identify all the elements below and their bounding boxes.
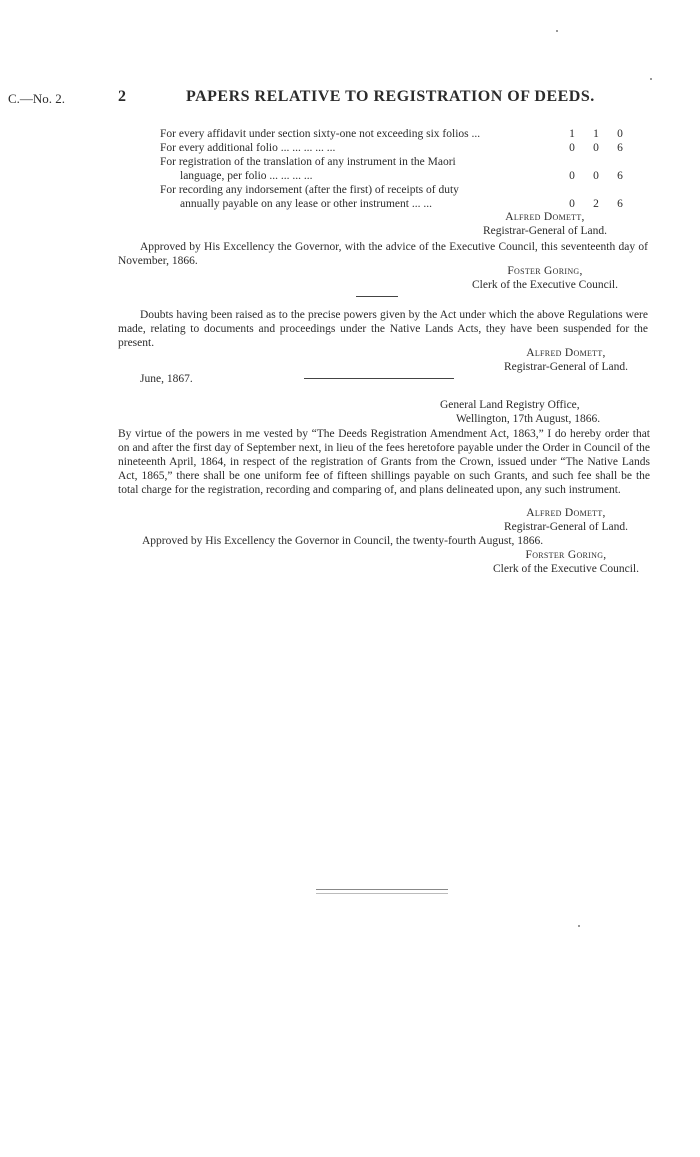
office-name: General Land Registry Office,	[440, 399, 580, 411]
scan-speck	[650, 78, 652, 80]
signatory-title: Registrar-General of Land.	[504, 521, 628, 533]
end-rule	[316, 889, 448, 894]
shillings: 0	[593, 142, 599, 154]
page-number: 2	[118, 88, 126, 105]
fee-row-translation	[160, 155, 632, 183]
signatory-name: Foster Goring,	[507, 265, 583, 277]
fee-description: For every affidavit under section sixty-one not exceeding six folios ...	[160, 128, 481, 140]
fee-schedule	[160, 127, 632, 211]
pence: 6	[617, 198, 623, 210]
office-address	[440, 398, 660, 426]
section-divider	[304, 378, 454, 379]
signatory-title: Registrar-General of Land.	[483, 225, 607, 237]
page-header	[8, 88, 688, 110]
signature-clerk-1	[440, 264, 650, 292]
fee-description: For registration of the translation of any instrument in the Maori	[160, 156, 456, 168]
signature-registrar-3	[466, 506, 666, 534]
fee-description: For every additional folio ... ... ... ... ...	[160, 142, 336, 154]
document-reference: C.—No. 2.	[8, 91, 66, 106]
signature-clerk-2	[466, 548, 666, 576]
pounds: 0	[569, 142, 575, 154]
fee-description-continued: annually payable on any lease or other instrument ... ...	[180, 198, 432, 210]
signatory-title: Registrar-General of Land.	[504, 361, 628, 373]
pence: 6	[617, 170, 623, 182]
signatory-title: Clerk of the Executive Council.	[493, 563, 639, 575]
fee-amount	[564, 169, 628, 183]
doubts-paragraph: Doubts having been raised as to the precise powers given by the Act under which the above Regulations were made, relating to documents and proceedings under the Native Lands Acts, they have been suspended for the present.	[118, 309, 648, 349]
fee-description-continued: language, per folio ... ... ... ...	[180, 170, 313, 182]
scan-speck	[556, 30, 558, 32]
signature-registrar-1	[440, 210, 650, 238]
signature-registrar-2	[466, 346, 666, 374]
pounds: 0	[569, 170, 575, 182]
shillings: 1	[593, 128, 599, 140]
pence: 6	[617, 142, 623, 154]
fee-amount	[564, 127, 628, 141]
shillings: 0	[593, 170, 599, 182]
fee-amount	[564, 197, 628, 211]
signatory-name: Alfred Domett,	[526, 347, 606, 359]
signatory-name: Forster Goring,	[525, 549, 607, 561]
fee-row-additional-folio	[160, 141, 632, 155]
office-location-date: Wellington, 17th August, 1866.	[456, 413, 601, 425]
order-paragraph: By virtue of the powers in me vested by “The Deeds Registration Amendment Act, 1863,” I do hereby order that on and after the first day of September next, in lieu of the fees heretofore payable under the Order in Council of the nineteenth April, 1864, in respect of the registration of Grants from the Crown, issued under “The Native Lands Act, 1865,” there shall be one uniform fee of fifteen shillings payable on such Grants, and such fee shall be the total charge for the registration, recording and comparing of, and plans delineated upon, any such instrument.	[118, 428, 650, 496]
fee-row-affidavit	[160, 127, 632, 141]
approval-paragraph-2: Approved by His Excellency the Governor in Council, the twenty-fourth August, 1866.	[142, 535, 544, 547]
scan-speck	[578, 925, 580, 927]
approval-paragraph-1: Approved by His Excellency the Governor, with the advice of the Executive Council, this seventeenth day of November, 1866.	[118, 241, 648, 267]
date-june-1867: June, 1867.	[140, 373, 193, 385]
pounds: 0	[569, 198, 575, 210]
fee-amount	[564, 141, 628, 155]
signatory-title: Clerk of the Executive Council.	[472, 279, 618, 291]
fee-row-indorsement	[160, 183, 632, 211]
pence: 0	[617, 128, 623, 140]
running-title: PAPERS RELATIVE TO REGISTRATION OF DEEDS.	[186, 88, 595, 105]
section-divider	[356, 296, 398, 297]
pounds: 1	[569, 128, 575, 140]
signatory-name: Alfred Domett,	[505, 211, 585, 223]
signatory-name: Alfred Domett,	[526, 507, 606, 519]
shillings: 2	[593, 198, 599, 210]
fee-description: For recording any indorsement (after the first) of receipts of duty	[160, 184, 459, 196]
